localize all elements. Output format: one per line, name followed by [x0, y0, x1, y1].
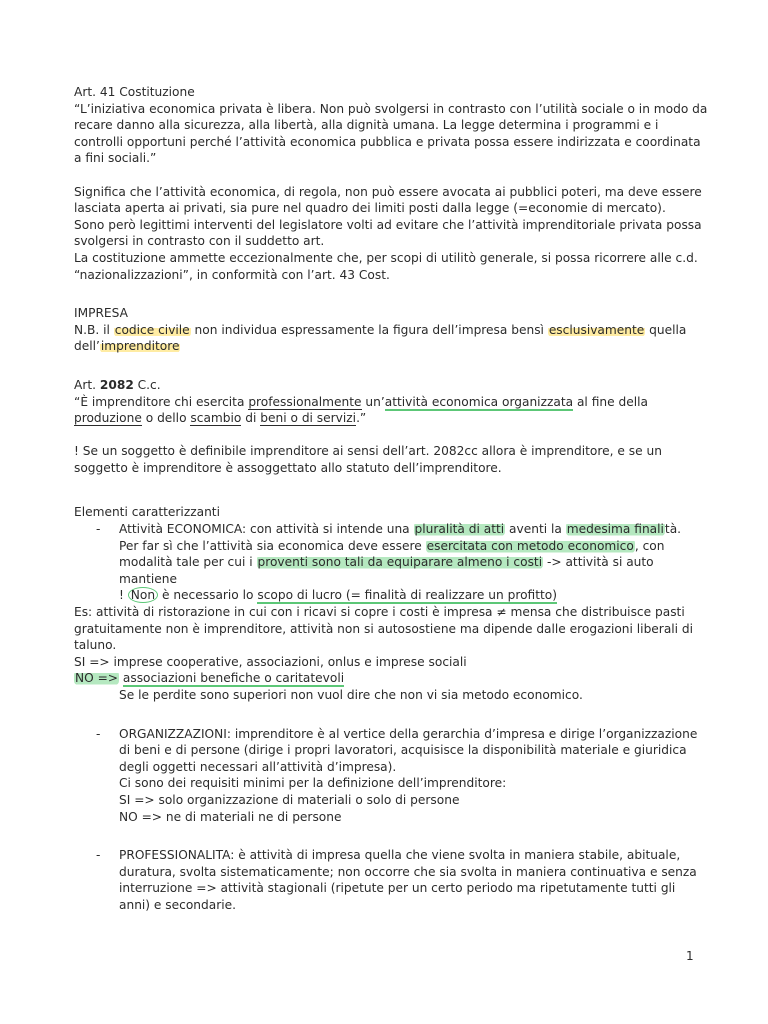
quote-text: un’	[361, 394, 385, 409]
circled-non: Non	[128, 587, 158, 603]
org-line: degli oggetti necessari all’attività d’impresa).	[119, 759, 397, 774]
highlight-codice-civile: codice civile	[114, 322, 190, 337]
prof-line: anni) e secondarie.	[119, 897, 237, 912]
underline-produzione: produzione	[74, 411, 142, 426]
art2082-title-suffix: C.c.	[133, 377, 161, 392]
list-item-economica	[74, 521, 704, 538]
org-line: Ci sono dei requisiti minimi per la definizione dell’imprenditore:	[119, 776, 507, 791]
highlight-pluralita-atti: pluralità di atti	[414, 522, 505, 537]
impresa-title: IMPRESA	[74, 306, 128, 321]
art41-quote-line: a fini sociali.”	[74, 151, 157, 166]
es-line: taluno.	[74, 638, 117, 653]
art2082-note-line: ! Se un soggetto è definibile imprenditore ai sensi dell’art. 2082cc allora è imprenditore, e se un	[74, 444, 662, 459]
no-line	[74, 670, 704, 687]
art2082-title	[74, 377, 704, 394]
org-line: di beni e di persone (dirige i propri lavoratori, acquisisce la disponibilità materiale e giuridica	[119, 743, 687, 758]
eco-text: Attività ECONOMICA: con attività si intende una	[119, 522, 414, 537]
underline-associazioni-benefiche: associazioni benefiche o caritatevoli	[122, 671, 345, 686]
art41-explain-line: La costituzione ammette eccezionalmente che, per scopi di utilitò generale, si possa ricorrere alle c.d.	[74, 250, 698, 265]
art2082-title-prefix: Art.	[74, 377, 100, 392]
art41-explain-line: “nazionalizzazioni”, in conformità con l’art. 43 Cost.	[74, 267, 390, 282]
eco-text: -> attività si auto	[543, 555, 654, 570]
org-line: SI => solo organizzazione di materiali o solo di persone	[119, 792, 460, 807]
document-page	[74, 84, 708, 914]
eco-text: Per far sì che l’attività sia economica deve essere	[119, 538, 426, 553]
underline-attivita-economica: attività economica organizzata	[384, 394, 574, 409]
highlight-proventi: proventi sono tali da equiparare almeno i costi	[257, 555, 543, 570]
art41-quote-line: controlli opportuni perché l’attività economica pubblica e privata possa essere indirizzata e coordinata	[74, 134, 701, 149]
es-line: gratuitamente non è imprenditore, attività non si autosostiene ma dipende dalle erogazioni liberali di	[74, 621, 694, 636]
eco-text: , con	[634, 538, 665, 553]
eco-text: aventi la	[505, 522, 566, 537]
art2082-note-line: soggetto è imprenditore è assoggettato allo statuto dell’imprenditore.	[74, 460, 502, 475]
elementi-title: Elementi caratterizzanti	[74, 505, 220, 520]
list-item-organizzazioni	[74, 726, 704, 743]
quote-text: .”	[356, 411, 367, 426]
page-number: 1	[686, 949, 694, 963]
highlight-metodo-economico: esercitata con metodo economico	[426, 538, 634, 553]
eco-text: !	[119, 588, 128, 603]
art41-quote-line: “L’iniziativa economica privata è libera. Non può svolgersi in contrasto con l’utilità sociale o in modo da	[74, 101, 708, 116]
underline-beni-servizi: beni o di servizi	[260, 411, 357, 426]
impresa-nb-line	[74, 338, 704, 355]
nb-text: quella	[645, 322, 687, 337]
eco-line	[74, 554, 704, 571]
eco-text: è necessario lo	[158, 588, 258, 603]
perdite-line: Se le perdite sono superiori non vuol dire che non vi sia metodo economico.	[119, 688, 583, 702]
quote-text: o dello	[141, 411, 191, 426]
prof-text: PROFESSIONALITA: è attività di impresa quella che viene svolta in maniera stabile, abituale,	[119, 848, 681, 863]
es-line: Es: attività di ristorazione in cui con i ricavi si copre i costi è impresa ≠ mensa che distribuisce pasti	[74, 605, 685, 620]
art41-explain-line: svolgersi in contrasto con il suddetto art.	[74, 234, 325, 249]
highlight-imprenditore: imprenditore	[100, 339, 180, 354]
art41-explain-line: Significa che l’attività economica, di regola, non può essere avocata ai pubblici poteri, ma deve essere	[74, 184, 702, 199]
eco-line	[74, 538, 704, 555]
eco-line	[74, 587, 704, 604]
underline-scopo-lucro: scopo di lucro (= finalità di realizzare un profitto)	[257, 588, 557, 603]
nb-text: N.B. il	[74, 322, 114, 337]
underline-scambio: scambio	[190, 411, 242, 426]
art41-title: Art. 41 Costituzione	[74, 85, 195, 99]
nb-text: non individua espressamente la figura dell’impresa bensì	[190, 322, 548, 337]
art41-explain-line: lasciata aperta ai privati, sia pure nel quadro dei limiti posti dalla legge (=economie di mercato).	[74, 201, 666, 216]
highlight-medesima-finalita: medesima finali	[566, 522, 664, 537]
quote-text: al fine della	[573, 394, 648, 409]
bullet-dash: -	[96, 726, 101, 741]
bullet-dash: -	[96, 848, 101, 863]
quote-text: “È imprenditore chi esercita	[74, 394, 249, 409]
eco-line: mantiene	[119, 571, 177, 586]
org-text: ORGANIZZAZIONI: imprenditore è al vertice della gerarchia d’impresa e dirige l’organizzazione	[119, 726, 698, 741]
highlight-no: NO =>	[75, 671, 119, 686]
list-item-professionalita	[74, 847, 704, 864]
org-line: NO => ne di materiali ne di persone	[119, 809, 342, 824]
art41-explain-line: Sono però legittimi interventi del legislatore volti ad evitare che l’attività imprenditoriale privata possa	[74, 217, 702, 232]
impresa-nb-line	[74, 322, 704, 339]
underline-professionalmente: professionalmente	[248, 394, 362, 409]
si-line: SI => imprese cooperative, associazioni, onlus e imprese sociali	[74, 654, 467, 669]
nb-text: dell’	[74, 339, 100, 354]
eco-text: modalità tale per cui i	[119, 555, 257, 570]
prof-line: interruzione => attività stagionali (ripetute per un certo periodo ma ripetutamente tutti gli	[119, 881, 676, 896]
art2082-quote-line	[74, 394, 704, 411]
art2082-title-number: 2082	[99, 377, 134, 392]
quote-text: di	[241, 411, 261, 426]
bullet-dash: -	[96, 522, 101, 537]
art2082-quote-line	[74, 410, 704, 427]
art41-quote-line: recare danno alla sicurezza, alla libertà, alla dignità umana. La legge determina i programmi e i	[74, 118, 659, 133]
eco-text: tà.	[664, 522, 682, 537]
highlight-esclusivamente: esclusivamente	[548, 322, 645, 337]
prof-line: duratura, svolta sistematicamente; non occorre che sia svolta in maniera continuativa e senza	[119, 864, 697, 879]
